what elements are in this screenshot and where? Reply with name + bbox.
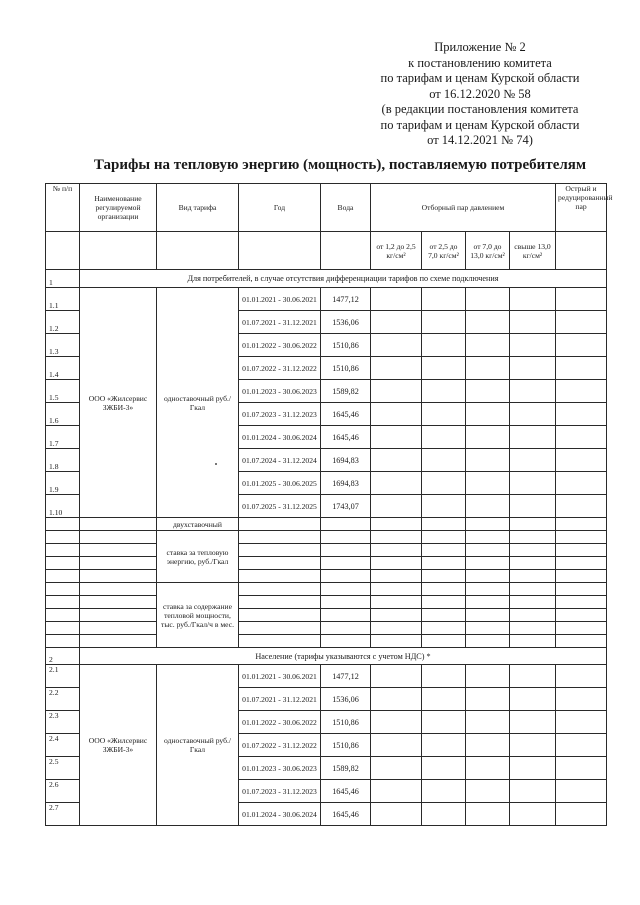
water-value: 1477,12 (321, 665, 371, 688)
empty-cell (466, 688, 510, 711)
empty-cell (371, 665, 422, 688)
empty-cell (466, 531, 510, 544)
period-cell: 01.07.2024 - 31.12.2024 (239, 449, 321, 472)
empty-cell (556, 803, 607, 826)
row-number: 1.8 (46, 449, 80, 472)
two-rate-label: двухставочный (157, 518, 239, 531)
empty-cell (556, 596, 607, 609)
empty-cell (422, 380, 466, 403)
table-row (46, 518, 607, 531)
header-pressure-4: свыше 13,0 кг/см² (510, 232, 556, 270)
tariff-kind: одноставочный руб./Гкал (157, 288, 239, 518)
empty-cell (466, 449, 510, 472)
empty-cell (422, 544, 466, 557)
empty-cell (510, 531, 556, 544)
period-cell: 01.01.2022 - 30.06.2022 (239, 711, 321, 734)
empty-cell (556, 472, 607, 495)
empty-cell (371, 531, 422, 544)
empty-cell (510, 622, 556, 635)
empty-cell (466, 311, 510, 334)
table-row (46, 288, 607, 311)
empty-cell (422, 688, 466, 711)
empty-cell (371, 495, 422, 518)
water-value: 1645,46 (321, 780, 371, 803)
header-org: Наименование регулируемой организации (80, 184, 157, 232)
empty-cell (466, 518, 510, 531)
empty-cell (422, 609, 466, 622)
empty-cell (239, 609, 321, 622)
header-line: по тарифам и ценам Курской области (380, 117, 580, 132)
header-empty (80, 232, 157, 270)
row-number: 1.2 (46, 311, 80, 334)
empty-cell (371, 757, 422, 780)
header-empty (157, 232, 239, 270)
empty-cell (371, 311, 422, 334)
empty-cell (422, 403, 466, 426)
table-row (46, 596, 607, 609)
empty-cell (466, 583, 510, 596)
empty-cell (556, 665, 607, 688)
empty-cell (510, 803, 556, 826)
empty-cell (239, 544, 321, 557)
row-number: 1.6 (46, 403, 80, 426)
empty-cell (371, 596, 422, 609)
empty-cell (371, 609, 422, 622)
row-number (46, 622, 80, 635)
empty-cell (422, 518, 466, 531)
water-value: 1510,86 (321, 357, 371, 380)
header-steam: Отборный пар давлением (371, 184, 556, 232)
rate-heat-label: ставка за тепловую энергию, руб./Гкал (157, 531, 239, 583)
empty-cell (556, 622, 607, 635)
empty-cell (371, 583, 422, 596)
water-value: 1645,46 (321, 426, 371, 449)
empty-cell (556, 531, 607, 544)
period-cell: 01.07.2025 - 31.12.2025 (239, 495, 321, 518)
empty-cell (239, 518, 321, 531)
empty-cell (239, 583, 321, 596)
empty-cell (510, 403, 556, 426)
empty-cell (466, 757, 510, 780)
empty-cell (371, 380, 422, 403)
empty-cell (556, 403, 607, 426)
header-line: от 16.12.2020 № 58 (429, 86, 531, 101)
empty-cell (321, 609, 371, 622)
water-value: 1536,06 (321, 688, 371, 711)
empty-cell (466, 544, 510, 557)
header-water: Вода (321, 184, 371, 232)
row-number: 1.10 (46, 495, 80, 518)
row-number: 1.4 (46, 357, 80, 380)
table-row (46, 570, 607, 583)
row-number: 1.3 (46, 334, 80, 357)
empty-cell (556, 288, 607, 311)
header-pressure-1: от 1,2 до 2,5 кг/см² (371, 232, 422, 270)
table-row (46, 622, 607, 635)
empty-cell (466, 609, 510, 622)
period-cell: 01.07.2023 - 31.12.2023 (239, 403, 321, 426)
org-cell (80, 583, 157, 596)
period-cell: 01.07.2023 - 31.12.2023 (239, 780, 321, 803)
water-value: 1477,12 (321, 288, 371, 311)
row-number: 2.3 (46, 711, 80, 734)
empty-cell (510, 665, 556, 688)
empty-cell (321, 557, 371, 570)
water-value: 1510,86 (321, 334, 371, 357)
org-cell (80, 531, 157, 544)
empty-cell (556, 311, 607, 334)
empty-cell (422, 531, 466, 544)
row-number (46, 609, 80, 622)
table-row (46, 635, 607, 648)
water-value: 1645,46 (321, 803, 371, 826)
empty-cell (510, 734, 556, 757)
empty-cell (422, 495, 466, 518)
empty-cell (371, 711, 422, 734)
period-cell: 01.01.2025 - 30.06.2025 (239, 472, 321, 495)
table-row (46, 557, 607, 570)
period-cell: 01.01.2021 - 30.06.2021 (239, 665, 321, 688)
empty-cell (556, 357, 607, 380)
empty-cell (510, 311, 556, 334)
org-cell (80, 622, 157, 635)
empty-cell (466, 557, 510, 570)
row-number: 1.5 (46, 380, 80, 403)
empty-cell (371, 449, 422, 472)
header-empty (239, 232, 321, 270)
period-cell: 01.01.2023 - 30.06.2023 (239, 380, 321, 403)
empty-cell (466, 288, 510, 311)
row-number: 1.1 (46, 288, 80, 311)
empty-cell (466, 635, 510, 648)
water-value: 1645,46 (321, 403, 371, 426)
empty-cell (371, 403, 422, 426)
empty-cell (422, 288, 466, 311)
table-row (46, 648, 607, 665)
empty-cell (422, 311, 466, 334)
empty-cell (510, 780, 556, 803)
org-cell (80, 518, 157, 531)
empty-cell (422, 596, 466, 609)
empty-cell (422, 334, 466, 357)
empty-cell (321, 583, 371, 596)
empty-cell (556, 609, 607, 622)
tariff-table (45, 183, 613, 826)
empty-cell (466, 596, 510, 609)
empty-cell (466, 734, 510, 757)
table-row (46, 531, 607, 544)
empty-cell (422, 635, 466, 648)
empty-cell (321, 570, 371, 583)
empty-cell (510, 288, 556, 311)
empty-cell (321, 596, 371, 609)
water-value: 1510,86 (321, 734, 371, 757)
header-year: Год (239, 184, 321, 232)
period-cell: 01.07.2022 - 31.12.2022 (239, 357, 321, 380)
empty-cell (422, 734, 466, 757)
header-kind: Вид тарифа (157, 184, 239, 232)
header-empty (46, 232, 80, 270)
row-number: 1.7 (46, 426, 80, 449)
empty-cell (556, 635, 607, 648)
empty-cell (556, 688, 607, 711)
empty-cell (510, 334, 556, 357)
empty-cell (510, 757, 556, 780)
period-cell: 01.01.2023 - 30.06.2023 (239, 757, 321, 780)
empty-cell (321, 544, 371, 557)
table-row (46, 583, 607, 596)
empty-cell (466, 426, 510, 449)
org-cell (80, 570, 157, 583)
empty-cell (239, 557, 321, 570)
empty-cell (321, 635, 371, 648)
empty-cell (239, 622, 321, 635)
header-pressure-3: от 7,0 до 13,0 кг/см² (466, 232, 510, 270)
empty-cell (556, 495, 607, 518)
row-number (46, 596, 80, 609)
section-title: Население (тарифы указываются с учетом НДС) * (80, 648, 607, 665)
empty-cell (371, 426, 422, 449)
empty-cell (371, 288, 422, 311)
header-empty (321, 232, 371, 270)
empty-cell (510, 357, 556, 380)
empty-cell (371, 472, 422, 495)
period-cell: 01.07.2021 - 31.12.2021 (239, 688, 321, 711)
empty-cell (510, 635, 556, 648)
row-number: 1.9 (46, 472, 80, 495)
row-number: 2.5 (46, 757, 80, 780)
empty-cell (422, 357, 466, 380)
empty-cell (422, 665, 466, 688)
empty-cell (510, 583, 556, 596)
empty-cell (510, 426, 556, 449)
empty-cell (371, 357, 422, 380)
period-cell: 01.01.2022 - 30.06.2022 (239, 334, 321, 357)
document-title: Тарифы на тепловую энергию (мощность), поставляемую потребителям (93, 157, 587, 173)
empty-cell (556, 780, 607, 803)
empty-cell (556, 544, 607, 557)
header-num: № п/п (46, 184, 80, 232)
water-value: 1589,82 (321, 757, 371, 780)
empty-cell (422, 803, 466, 826)
empty-cell (556, 426, 607, 449)
empty-cell (510, 711, 556, 734)
empty-cell (321, 518, 371, 531)
header-line: (в редакции постановления комитета (381, 102, 579, 116)
empty-cell (510, 570, 556, 583)
org-name: ООО «Жилсервис ЗЖБИ-3» (80, 665, 157, 826)
empty-cell (239, 635, 321, 648)
empty-cell (466, 665, 510, 688)
header-line: по тарифам и ценам Курской области (380, 71, 580, 85)
table-row (46, 665, 607, 688)
header-sharp-steam: Острый и редуцированный пар (556, 184, 607, 232)
row-number (46, 518, 80, 531)
table-row (46, 609, 607, 622)
empty-cell (422, 622, 466, 635)
empty-cell (510, 557, 556, 570)
period-cell: 01.07.2021 - 31.12.2021 (239, 311, 321, 334)
empty-cell (466, 570, 510, 583)
period-cell: 01.01.2024 - 30.06.2024 (239, 426, 321, 449)
row-number (46, 531, 80, 544)
empty-cell (466, 495, 510, 518)
empty-cell (422, 570, 466, 583)
empty-cell (510, 449, 556, 472)
empty-cell (466, 357, 510, 380)
header-line: к постановлению комитета (408, 55, 552, 70)
empty-cell (556, 380, 607, 403)
empty-cell (510, 472, 556, 495)
empty-cell (556, 449, 607, 472)
empty-cell (321, 531, 371, 544)
empty-cell (239, 531, 321, 544)
org-cell (80, 596, 157, 609)
empty-cell (510, 495, 556, 518)
empty-cell (466, 780, 510, 803)
water-value: 1694,83 (321, 472, 371, 495)
empty-cell (510, 518, 556, 531)
period-cell: 01.01.2021 - 30.06.2021 (239, 288, 321, 311)
empty-cell (422, 583, 466, 596)
empty-cell (239, 596, 321, 609)
tariff-kind: одноставочный руб./Гкал (157, 665, 239, 826)
water-value: 1743,07 (321, 495, 371, 518)
empty-cell (556, 734, 607, 757)
org-name: ООО «Жилсервис ЗЖБИ-3» (80, 288, 157, 518)
empty-cell (510, 380, 556, 403)
org-cell (80, 557, 157, 570)
water-value: 1510,86 (321, 711, 371, 734)
row-number (46, 583, 80, 596)
row-number (46, 544, 80, 557)
empty-cell (371, 334, 422, 357)
empty-cell (510, 609, 556, 622)
empty-cell (556, 570, 607, 583)
empty-cell (371, 544, 422, 557)
org-cell (80, 635, 157, 648)
row-number: 2.1 (46, 665, 80, 688)
empty-cell (371, 734, 422, 757)
empty-cell (556, 334, 607, 357)
empty-cell (510, 688, 556, 711)
empty-cell (371, 780, 422, 803)
empty-cell (466, 403, 510, 426)
table-row (46, 544, 607, 557)
empty-cell (556, 583, 607, 596)
period-cell: 01.01.2024 - 30.06.2024 (239, 803, 321, 826)
empty-cell (422, 472, 466, 495)
empty-cell (422, 757, 466, 780)
empty-cell (371, 570, 422, 583)
empty-cell (371, 688, 422, 711)
empty-cell (371, 518, 422, 531)
empty-cell (466, 711, 510, 734)
header-line: Приложение № 2 (434, 40, 526, 54)
empty-cell (510, 596, 556, 609)
empty-cell (422, 426, 466, 449)
empty-cell (371, 557, 422, 570)
empty-cell (371, 635, 422, 648)
scan-speck (215, 463, 217, 465)
section-number: 2 (46, 648, 80, 665)
period-cell: 01.07.2022 - 31.12.2022 (239, 734, 321, 757)
header-pressure-2: от 2,5 до 7,0 кг/см² (422, 232, 466, 270)
empty-cell (321, 622, 371, 635)
rate-power-label: ставка за содержание тепловой мощности, тыс. руб./Гкал/ч в мес. (157, 583, 239, 648)
water-value: 1694,83 (321, 449, 371, 472)
empty-cell (239, 570, 321, 583)
row-number: 2.7 (46, 803, 80, 826)
row-number (46, 557, 80, 570)
empty-cell (556, 757, 607, 780)
empty-cell (466, 803, 510, 826)
empty-cell (422, 449, 466, 472)
water-value: 1536,06 (321, 311, 371, 334)
water-value: 1589,82 (321, 380, 371, 403)
row-number (46, 635, 80, 648)
empty-cell (466, 334, 510, 357)
section-title: Для потребителей, в случае отсутствия дифференциации тарифов по схеме подключения (80, 270, 607, 288)
org-cell (80, 609, 157, 622)
empty-cell (556, 518, 607, 531)
row-number: 2.4 (46, 734, 80, 757)
header-line: от 14.12.2021 № 74) (427, 133, 533, 147)
document-header (355, 40, 605, 149)
empty-cell (422, 711, 466, 734)
row-number: 2.2 (46, 688, 80, 711)
empty-cell (466, 622, 510, 635)
empty-cell (466, 472, 510, 495)
org-cell (80, 544, 157, 557)
empty-cell (422, 557, 466, 570)
row-number: 2.6 (46, 780, 80, 803)
header-empty (556, 232, 607, 270)
empty-cell (371, 622, 422, 635)
empty-cell (556, 711, 607, 734)
empty-cell (556, 557, 607, 570)
section-number: 1 (46, 270, 80, 288)
empty-cell (466, 380, 510, 403)
empty-cell (510, 544, 556, 557)
empty-cell (371, 803, 422, 826)
empty-cell (422, 780, 466, 803)
row-number (46, 570, 80, 583)
